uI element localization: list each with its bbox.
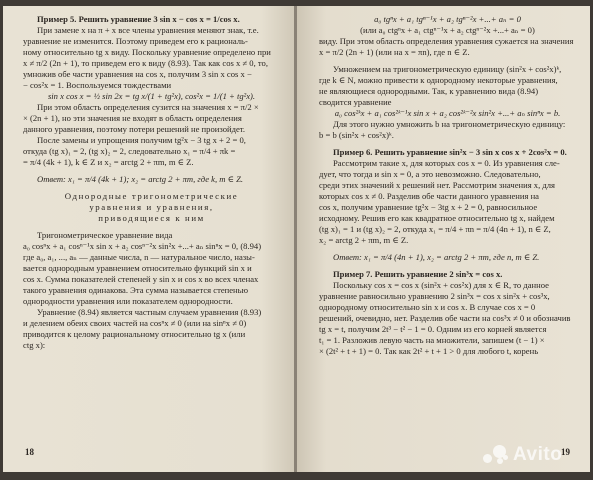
left-page-line: ному относительно tg x виду. Поскольку уравнение определено при: [23, 47, 271, 57]
right-page-line: a₀ tgⁿx + a₁ tgⁿ⁻¹x + a₂ tgⁿ⁻²x +...+ aₙ = 0: [374, 14, 521, 24]
left-page-line: уравнение не изменится. Поэтому приведем его к рациональ-: [23, 36, 248, 46]
right-page-line: cos x, получим уравнение tg²x − 3tg x + 2 = 0, равносильное: [319, 202, 538, 212]
left-page-line: однородности уравнения или показателем однородности.: [23, 296, 233, 306]
left-page-line: ctg x):: [23, 340, 46, 350]
avito-logo-icon: [483, 444, 509, 466]
left-page-line: Ответ: x₁ = π/4 (4k + 1); x₂ = arctg 2 + πm, где k, m ∈ Z.: [37, 174, 244, 184]
left-page-line: x ≠ π/2 (2n + 1), то приведем его к виду (8.93). Так как cos x ≠ 0, то,: [23, 58, 268, 68]
left-page-line: и делением обеих своих частей на cosⁿx ≠ 0 (или на sinⁿx ≠ 0): [23, 318, 247, 328]
right-page-line: Поскольку cos x = cos x (sin²x + cos²x) для x ∈ R, то данное: [333, 280, 549, 290]
right-page-line: Рассмотрим такие x, для которых cos x = 0. Из уравнения сле-: [333, 158, 560, 168]
right-page-number: 19: [561, 447, 570, 457]
right-page-line: не являющиеся однородными. Так, к уравнению вида (8.94): [319, 86, 539, 96]
right-page-line: t₁ = 1. Разложив левую часть на множители, запишем (t − 1) ×: [319, 335, 545, 345]
right-page-line: Ответ: x₁ = π/4 (4n + 1), x₂ = arctg 2 + πm, где n, m ∈ Z.: [333, 252, 540, 262]
left-page-line: где a₀, a₁, ..., aₙ — данные числа, n — натуральное число, назы-: [23, 252, 255, 262]
right-page-line: уравнение равносильно уравнению 2 sin³x = cos x sin²x + cos³x,: [319, 291, 550, 301]
right-page-line: Пример 7. Решить уравнение 2 sin³x = cos x.: [333, 269, 503, 279]
left-page-line: sin x cos x = ½ sin 2x = tg x/(1 + tg²x), cos²x = 1/(1 + tg²x).: [47, 91, 256, 101]
left-page-line: вается однородным уравнением относительно функций sin x и: [23, 263, 252, 273]
left-page-line: данного уравнения, поэтому потери решений не произойдет.: [23, 124, 246, 134]
left-page-line: При замене x на π + x все члены уравнения меняют знак, т.е.: [37, 25, 259, 35]
right-page-line: (или a₀ ctgⁿx + a₁ ctgⁿ⁻¹x + a₂ ctgⁿ⁻²x +...+ aₙ = 0): [360, 25, 535, 35]
right-page-line: виду. При этом область определения уравнения сужается на значения: [319, 36, 574, 46]
left-page-line: приводящиеся к ним: [98, 213, 205, 223]
right-page-line: где k ∈ N, можно привести к однородному некоторые уравнения,: [319, 75, 558, 85]
left-page-line: умножив обе части уравнения на cos x, получим 3 sin x cos x −: [23, 69, 252, 79]
left-page: [3, 6, 296, 472]
right-page-line: решений, очевидно, нет. Разделив обе части на cos³x ≠ 0 и обозначив: [319, 313, 571, 323]
right-page-line: x₂ = arctg 2 + πm, m ∈ Z.: [319, 235, 409, 245]
right-page-line: tg x = t, получим 2t³ − t² − 1 = 0. Одним из его корней является: [319, 324, 547, 334]
left-page-line: Однородные тригонометрические: [64, 191, 239, 201]
left-page-line: уравнения и уравнения,: [89, 202, 214, 212]
right-page-text: [319, 14, 576, 357]
right-page-line: Пример 6. Решить уравнение sin²x − 3 sin x cos x + 2cos²x = 0.: [333, 147, 567, 157]
left-page-line: откуда (tg x)₁ = 2, (tg x)₂ = 2, следовательно x₁ = π/4 + πk =: [23, 146, 236, 156]
left-page-line: Пример 5. Решить уравнение 3 sin x − cos x = 1/cos x.: [37, 14, 240, 24]
right-page-line: которых cos x ≠ 0. Разделив обе части данного уравнения на: [319, 191, 540, 201]
left-page-line: a₀ cosⁿx + a₁ cosⁿ⁻¹x sin x + a₂ cosⁿ⁻²x sin²x +...+ aₙ sinⁿx = 0, (8.94): [23, 241, 262, 251]
right-page-line: x = π/2 (2n + 1) (или на x = πn), где n ∈ Z.: [319, 47, 470, 57]
avito-watermark: [483, 442, 579, 468]
left-page-line: Уравнение (8.94) является частным случаем уравнения (8.93): [37, 307, 262, 317]
right-page-line: × (2t² + t + 1) = 0. Так как 2t² + t + 1 > 0 для любого t, корень: [319, 346, 539, 356]
right-page-line: однородному относительно sin x и cos x. В случае cos x = 0: [319, 302, 536, 312]
left-page-line: − cos²x = 1. Воспользуемся тождествами: [23, 80, 172, 90]
left-page-text: [23, 14, 280, 351]
right-page-line: Умножением на тригонометрическую единицу (sin²x + cos²x)ᵏ,: [333, 64, 562, 74]
right-page-line: сводится уравнение: [319, 97, 392, 107]
right-page-line: дует, что тогда и sin x = 0, а это невозможно. Следовательно,: [319, 169, 541, 179]
left-page-line: При этом область определения сузится на значения x = π/2 ×: [37, 102, 259, 112]
left-page-line: такого уравнения одинакова. Эта сумма называется степенью: [23, 285, 248, 295]
left-page-line: cos x. Сумма показателей степеней у sin x и cos x во всех членах: [23, 274, 259, 284]
right-page-line: Для этого нужно умножить b на тригонометрическую единицу:: [333, 119, 566, 129]
left-page-line: Тригонометрическое уравнение вида: [37, 230, 173, 240]
right-page: [297, 6, 590, 472]
left-page-line: После замены и упрощения получим tg²x − 3 tg x + 2 = 0,: [37, 135, 246, 145]
right-page-line: a₀ cos²ᵏx + a₁ cos²ᵏ⁻¹x sin x + a₂ cos²ᵏ⁻²x sin²x +...+ aₙ sinⁿx = b.: [334, 108, 561, 118]
right-page-line: b = b (sin²x + cos²x)ᵏ.: [319, 130, 394, 140]
right-page-line: (tg x)₁ = 1 и (tg x)₂ = 2, откуда x₁ = π/4 + πn = π/4 (4n + 1), n ∈ Z,: [319, 224, 551, 234]
right-page-line: исходному. Решив его как квадратное относительно tg x, найдем: [319, 213, 555, 223]
avito-watermark-text: Avito: [513, 444, 563, 465]
left-page-number: 18: [25, 447, 34, 457]
left-page-line: = π/4 (4k + 1), k ∈ Z и x₂ = arctg 2 + πm, m ∈ Z.: [23, 157, 194, 167]
right-page-line: среди этих значений x решений нет. Рассмотрим значения x, для: [319, 180, 556, 190]
left-page-line: × (2n + 1), но эти значения не входят в область определения: [23, 113, 242, 123]
left-page-line: приводится к целому рациональному относительно tg x (или: [23, 329, 246, 339]
